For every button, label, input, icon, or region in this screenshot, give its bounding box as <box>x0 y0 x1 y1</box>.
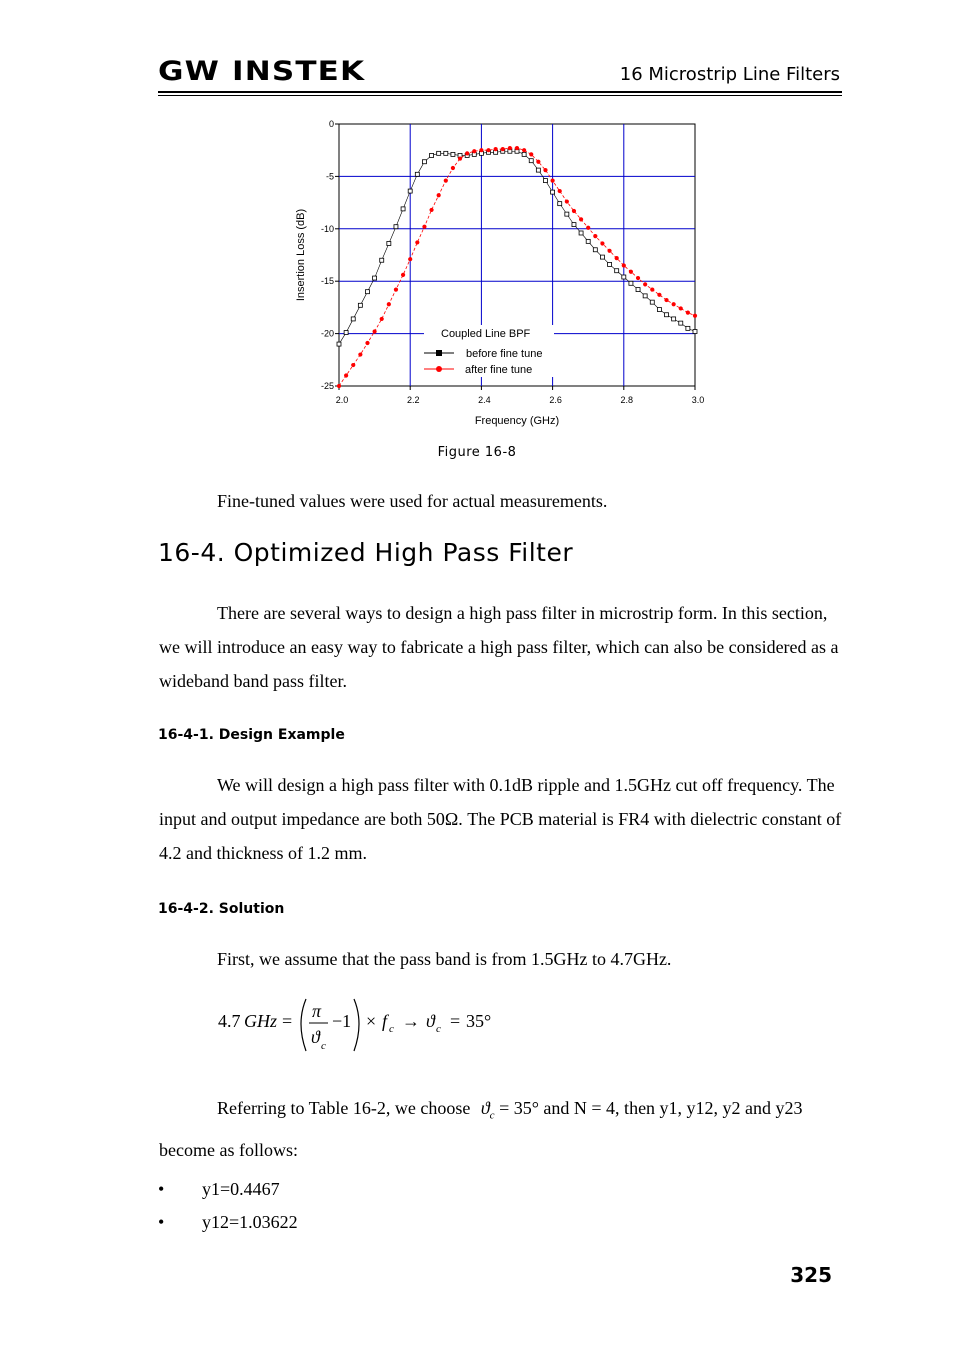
data-point-after <box>636 276 640 280</box>
data-point-after <box>586 226 590 230</box>
figure-caption: Figure 16-8 <box>437 445 517 460</box>
data-point-before <box>451 152 455 156</box>
formula-paren-right <box>354 999 359 1051</box>
data-point-before <box>337 342 341 346</box>
data-point-after <box>351 363 355 367</box>
solution-heading: 16-4-2. Solution <box>158 901 285 917</box>
data-point-before <box>593 248 597 252</box>
data-point-after <box>607 249 611 253</box>
formula-theta-subscript: c <box>321 1040 326 1052</box>
data-point-after <box>615 256 619 260</box>
data-point-after <box>494 147 498 151</box>
data-point-after <box>408 257 412 261</box>
data-point-after <box>543 168 547 172</box>
list-item: • y12=1.03622 <box>158 1212 298 1232</box>
x-tick-label: 3.0 <box>691 395 705 405</box>
data-point-before <box>572 223 576 227</box>
data-point-after <box>429 208 433 212</box>
data-point-after <box>344 373 348 377</box>
reference-paragraph: Referring to Table 16-2, we choose $ϑ_c = 35^\circ$ and N = 4, then y1, y12, y2 and y23 become as follows: <box>159 1098 803 1160</box>
closing-paragraph: Fine-tuned values were used for actual measurements. <box>217 491 608 511</box>
data-point-before <box>636 288 640 292</box>
cutoff-formula <box>218 995 538 1064</box>
data-point-after <box>693 314 697 318</box>
data-point-after <box>373 329 377 333</box>
design-example-paragraph: We will design a high pass filter with 0.1dB ripple and 1.5GHz cut off frequency. The input and output impedance are both 50Ω. The PCB material is FR4 with dielectric constant of 4.2 and thickness of 1.2 mm. <box>159 775 842 863</box>
data-point-before <box>536 168 540 172</box>
data-point-after <box>558 189 562 193</box>
y-tick-label: -10 <box>320 223 334 234</box>
data-point-after <box>643 282 647 286</box>
data-point-after <box>529 152 533 156</box>
formula-equals-rhs: = <box>450 1011 461 1031</box>
formula-minus-one: −1 <box>332 1011 352 1031</box>
section-title: 16-4. Optimized High Pass Filter <box>158 538 574 567</box>
formula-pi: π <box>312 1001 322 1021</box>
data-point-after <box>686 311 690 315</box>
data-point-after <box>508 146 512 150</box>
data-point-before <box>629 281 633 285</box>
data-point-before <box>650 300 654 304</box>
data-point-after <box>444 178 448 182</box>
legend-title: Coupled Line BPF <box>441 328 531 340</box>
solution-paragraph: First, we assume that the pass band is from 1.5GHz to 4.7GHz. <box>217 949 672 969</box>
data-point-after <box>387 302 391 306</box>
data-point-after <box>501 147 505 151</box>
data-point-before <box>579 231 583 235</box>
data-point-after <box>536 160 540 164</box>
x-tick-label: 2.6 <box>549 395 562 405</box>
data-point-before <box>693 330 697 334</box>
page-number: 325 <box>790 1263 832 1287</box>
y-tick-label: 0 <box>328 119 334 129</box>
theta-inline-subscript: c <box>489 1109 495 1122</box>
formula-lhs-number: 4.7 <box>218 1011 241 1031</box>
data-point-after <box>465 151 469 155</box>
formula-f: f <box>382 1011 388 1031</box>
data-point-after <box>479 148 483 152</box>
data-point-after <box>679 306 683 310</box>
data-point-after <box>394 287 398 291</box>
formula-times: × <box>366 1011 377 1031</box>
data-point-after <box>551 178 555 182</box>
formula-arrow: → <box>402 1011 420 1031</box>
data-point-before <box>600 255 604 259</box>
data-point-before <box>657 307 661 311</box>
data-point-before <box>551 190 555 194</box>
data-point-before <box>586 239 590 243</box>
data-point-before <box>344 331 348 335</box>
data-point-before <box>643 294 647 298</box>
data-point-before <box>408 189 412 193</box>
data-point-after <box>600 241 604 245</box>
admittance-list <box>158 1176 298 1242</box>
legend-label: after fine tune <box>465 364 533 376</box>
data-point-after <box>437 193 441 197</box>
gwinstek-logo: GW INSTEK <box>158 56 366 87</box>
data-point-before <box>437 151 441 155</box>
formula-theta-rhs-subscript: c <box>436 1023 441 1035</box>
data-point-after <box>522 148 526 152</box>
x-tick-label: 2.0 <box>335 395 349 405</box>
legend-label: before fine tune <box>466 348 543 360</box>
data-point-before <box>529 159 533 163</box>
design-example-heading: 16-4-1. Design Example <box>158 727 345 743</box>
x-axis-label: Frequency (GHz) <box>474 415 560 427</box>
data-point-before <box>365 290 369 294</box>
data-point-after <box>365 341 369 345</box>
data-point-before <box>672 317 676 321</box>
data-point-before <box>543 179 547 183</box>
x-tick-label: 2.8 <box>620 395 634 405</box>
data-point-after <box>472 149 476 153</box>
theta-inline-value: = 35° <box>499 1098 539 1118</box>
data-point-after <box>572 209 576 213</box>
list-item: • y1=0.4467 <box>158 1179 280 1199</box>
series-line-before <box>339 151 695 344</box>
data-point-after <box>458 156 462 160</box>
formula-paren-left <box>301 999 306 1051</box>
data-point-before <box>558 202 562 206</box>
y-tick-label: -25 <box>320 381 334 391</box>
data-point-before <box>358 303 362 307</box>
data-point-after <box>593 234 597 238</box>
data-point-after <box>664 298 668 302</box>
data-point-before <box>679 321 683 325</box>
data-point-after <box>515 146 519 150</box>
data-point-after <box>358 352 362 356</box>
data-point-before <box>380 258 384 262</box>
intro-paragraph: There are several ways to design a high pass filter in microstrip form. In this section, we will introduce an easy way to fabricate a high pass filter, which can also be considered as a wideband band pass filter. <box>159 603 839 691</box>
chapter-title: 16 Microstrip Line Filters <box>619 64 840 85</box>
data-point-before <box>351 317 355 321</box>
formula-rhs-value: 35° <box>466 1011 492 1031</box>
data-point-before <box>522 152 526 156</box>
x-tick-label: 2.4 <box>478 395 491 405</box>
data-point-before <box>422 160 426 164</box>
data-point-after <box>672 302 676 306</box>
legend-marker-square <box>436 350 442 356</box>
legend-marker-circle <box>436 366 442 372</box>
formula-svg <box>218 995 538 1059</box>
data-point-after <box>422 225 426 229</box>
data-point-after <box>565 199 569 203</box>
data-point-after <box>415 240 419 244</box>
y-tick-label: -20 <box>320 328 334 339</box>
insertion-loss-chart <box>0 0 954 440</box>
data-point-before <box>444 151 448 155</box>
formula-f-subscript: c <box>389 1023 394 1035</box>
data-point-before <box>387 241 391 245</box>
data-point-before <box>622 275 626 279</box>
data-point-before <box>608 262 612 266</box>
data-point-after <box>629 270 633 274</box>
formula-theta-rhs: ϑ <box>426 1011 435 1031</box>
data-point-after <box>650 287 654 291</box>
formula-lhs-unit: GHz <box>244 1011 278 1031</box>
theta-inline: ϑ <box>480 1098 490 1118</box>
data-point-after <box>380 317 384 321</box>
x-tick-label: 2.2 <box>406 395 420 405</box>
data-point-after <box>451 166 455 170</box>
data-point-after <box>401 273 405 277</box>
formula-equals: = <box>282 1011 293 1031</box>
data-point-after <box>579 217 583 221</box>
data-point-before <box>665 313 669 317</box>
data-point-after <box>622 263 626 267</box>
data-point-before <box>565 212 569 216</box>
formula-theta: ϑ <box>311 1027 320 1047</box>
data-point-before <box>615 269 619 273</box>
data-point-before <box>401 207 405 211</box>
y-axis-label: Insertion Loss (dB) <box>295 208 307 302</box>
data-point-before <box>415 172 419 176</box>
y-tick-label: -5 <box>325 171 334 182</box>
y-tick-label: -15 <box>320 276 334 287</box>
data-point-after <box>486 148 490 152</box>
data-point-after <box>657 293 661 297</box>
data-point-before <box>430 153 434 157</box>
data-point-before <box>394 225 398 229</box>
data-point-before <box>686 326 690 330</box>
data-point-before <box>373 276 377 280</box>
data-point-after <box>337 384 341 388</box>
